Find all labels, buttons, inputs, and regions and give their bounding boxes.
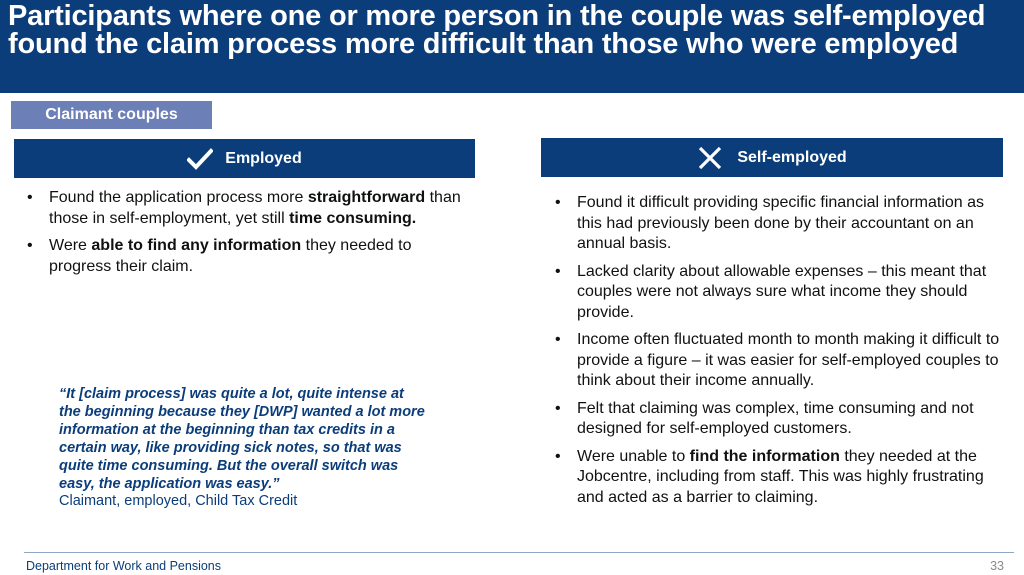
cross-icon (697, 146, 723, 170)
employed-header (14, 139, 475, 178)
bullet-text: Lacked clarity about allowable expenses – this meant that couples were not always sure what income they should provide. (577, 262, 987, 321)
bullet-item (24, 236, 464, 277)
slide-title: Participants where one or more person in the couple was self-employed found the claim process more difficult than those who were employed (8, 0, 986, 60)
title-bar (0, 0, 1024, 93)
bullet-item (552, 399, 1002, 440)
page-number: 33 (990, 559, 1004, 573)
bullet-text: Income often fluctuated month to month making it difficult to provide a figure – it was easier for self-employed couples to think about their income annually. (577, 331, 1000, 389)
bullet-emphasis: time consuming. (289, 209, 417, 227)
bullet-item (552, 262, 1002, 324)
bullet-item (24, 188, 464, 229)
self-employed-header (541, 138, 1003, 177)
bullet-emphasis: straightforward (307, 189, 426, 206)
bullet-text: Found it difficult providing specific financial information as this had previously been done by their accountant on an annual basis. (577, 194, 985, 252)
bullet-text: than those in self-employment, yet still (49, 189, 461, 227)
footer-organisation: Department for Work and Pensions (26, 559, 222, 573)
bullet-text: Found the application process more (49, 189, 308, 206)
bullet-item (552, 330, 1002, 392)
bullet-item (552, 447, 1002, 509)
bullet-emphasis: find the information (689, 447, 840, 465)
bullet-text: they needed at the Jobcentre, including from staff. This was highly frustrating and acted as a barrier to claiming. (577, 447, 984, 506)
quote-attribution: Claimant, employed, Child Tax Credit (59, 493, 298, 509)
footer-divider (24, 552, 1014, 553)
employed-bullet-list (24, 188, 464, 284)
self-employed-header-label: Self-employed (737, 148, 847, 166)
bullet-emphasis: able to find any information (91, 237, 302, 254)
bullet-item (552, 193, 1002, 255)
self-employed-bullet-list (552, 193, 1002, 515)
claimant-quote: “It [claim process] was quite a lot, quite intense at the beginning because they [DWP] wanted a lot more information at the beginning than tax credits in a certain way, like providing sick notes, so that was quite time consuming. But the overall switch was easy, the application was easy.” (59, 386, 425, 492)
checkmark-icon (187, 147, 213, 171)
bullet-text: Were (49, 237, 92, 254)
section-tag: Claimant couples (11, 101, 212, 129)
bullet-text: Were unable to (577, 447, 690, 465)
bullet-text: Felt that claiming was complex, time consuming and not designed for self-employed customers. (577, 399, 974, 437)
employed-header-label: Employed (225, 149, 302, 167)
bullet-text: they needed to progress their claim. (49, 237, 412, 275)
